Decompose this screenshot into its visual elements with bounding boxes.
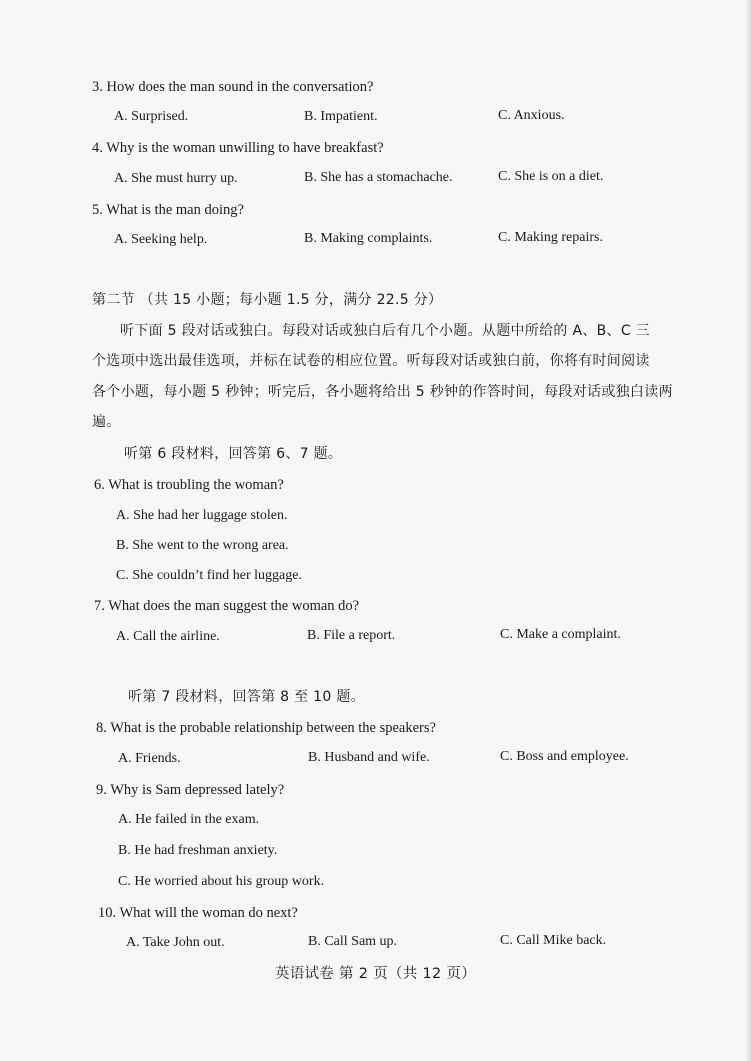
question-5-stem: 5. What is the man doing? — [92, 202, 244, 218]
question-10-option-a: A. Take John out. — [126, 935, 225, 950]
question-4-option-b: B. She has a stomachache. — [304, 170, 453, 185]
question-3-option-b: B. Impatient. — [304, 109, 378, 124]
question-10-option-b: B. Call Sam up. — [308, 934, 398, 949]
question-5-option-b: B. Making complaints. — [304, 231, 433, 246]
question-7-option-b: B. File a report. — [307, 628, 396, 643]
question-8-option-a: A. Friends. — [118, 751, 181, 766]
section-instructions-line-1: 听下面 5 段对话或独白。每段对话或独白后有几个小题。从题中所给的 A、B、C 三 — [120, 323, 650, 339]
question-6-stem: 6. What is troubling the woman? — [94, 477, 284, 493]
question-3-stem: 3. How does the man sound in the conversation? — [92, 79, 374, 95]
material-7-instruction: 听第 7 段材料，回答第 8 至 10 题。 — [128, 689, 365, 705]
question-7-stem: 7. What does the man suggest the woman do? — [94, 598, 360, 614]
question-9-option-c: C. He worried about his group work. — [118, 874, 325, 889]
question-8-option-b: B. Husband and wife. — [308, 750, 430, 765]
scan-edge-shadow — [745, 0, 751, 1061]
question-4-option-a: A. She must hurry up. — [114, 171, 238, 186]
section-instructions-line-4: 遍。 — [92, 414, 121, 430]
section-instructions-line-3: 各个小题，每小题 5 秒钟；听完后，各小题将给出 5 秒钟的作答时间，每段对话或独白读两 — [92, 384, 673, 400]
page-footer: 英语试卷 第 2 页（共 12 页） — [274, 966, 477, 982]
question-8-option-c: C. Boss and employee. — [500, 749, 629, 764]
question-10-option-c: C. Call Mike back. — [500, 933, 607, 948]
question-6-option-b: B. She went to the wrong area. — [116, 538, 289, 553]
question-4-option-c: C. She is on a diet. — [498, 169, 604, 184]
question-7-option-c: C. Make a complaint. — [500, 627, 621, 642]
question-3-option-c: C. Anxious. — [498, 108, 565, 123]
question-7-option-a: A. Call the airline. — [116, 629, 220, 644]
question-6-option-a: A. She had her luggage stolen. — [116, 508, 288, 523]
question-9-option-a: A. He failed in the exam. — [118, 812, 260, 827]
question-6-option-c: C. She couldn’t find her luggage. — [116, 568, 302, 583]
question-9-option-b: B. He had freshman anxiety. — [118, 843, 278, 858]
question-5-option-a: A. Seeking help. — [114, 232, 208, 247]
question-3-option-a: A. Surprised. — [114, 109, 189, 124]
question-8-stem: 8. What is the probable relationship between the speakers? — [96, 720, 436, 736]
section-instructions-line-2: 个选项中选出最佳选项，并标在试卷的相应位置。听每段对话或独白前，你将有时间阅读 — [92, 353, 650, 369]
question-9-stem: 9. Why is Sam depressed lately? — [96, 782, 285, 798]
question-10-stem: 10. What will the woman do next? — [98, 905, 298, 921]
question-4-stem: 4. Why is the woman unwilling to have breakfast? — [92, 140, 384, 156]
material-6-instruction: 听第 6 段材料，回答第 6、7 题。 — [124, 446, 343, 462]
section-heading: 第二节 （共 15 小题；每小题 1.5 分，满分 22.5 分） — [92, 292, 443, 308]
question-5-option-c: C. Making repairs. — [498, 230, 603, 245]
